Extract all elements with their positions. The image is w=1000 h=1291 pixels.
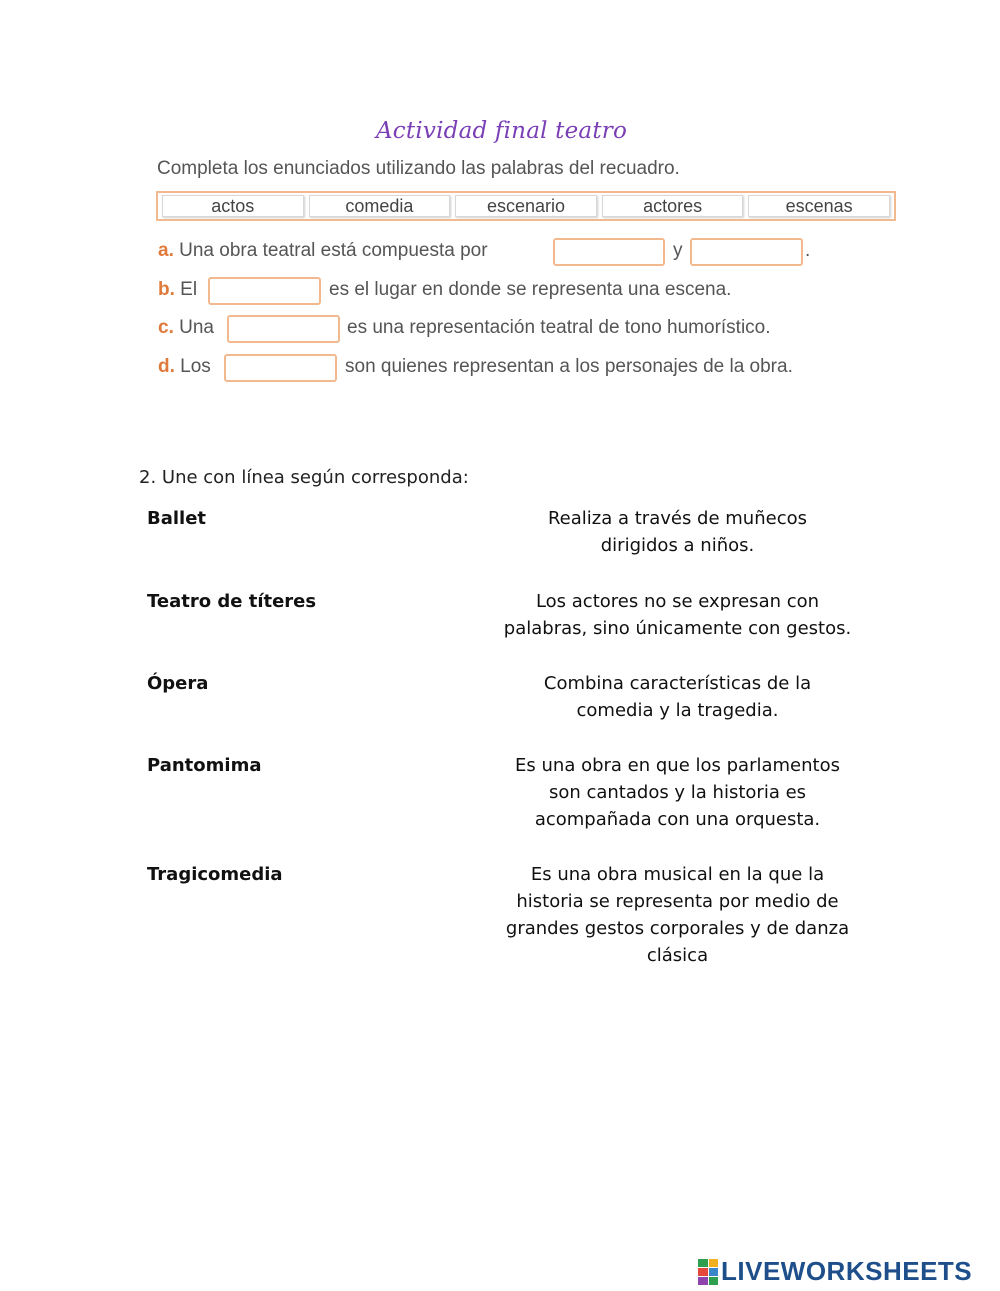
question-letter: b. <box>158 279 175 300</box>
question-text: El <box>180 279 198 300</box>
question-d-text: son quienes representan a los personajes de la obra. <box>345 356 793 377</box>
question-a-end: . <box>805 240 811 261</box>
liveworksheets-logo-icon <box>698 1259 718 1285</box>
match-term[interactable]: Teatro de títeres <box>147 591 317 612</box>
question-c-text: es una representación teatral de tono humorístico. <box>347 317 771 338</box>
definition-line: Los actores no se expresan con <box>535 591 820 612</box>
brand-name: LIVEWORKSHEETS <box>721 1256 973 1286</box>
question-letter: d. <box>158 356 175 377</box>
question-text: Una <box>179 317 214 338</box>
match-term[interactable]: Ballet <box>147 508 207 529</box>
match-definition[interactable] <box>500 861 855 969</box>
word-bank-item: escenas <box>748 195 890 217</box>
word-bank-item: comedia <box>309 195 451 217</box>
answer-input-a2[interactable] <box>690 238 803 266</box>
definition-line: grandes gestos corporales y de danza <box>505 918 850 939</box>
definition-line: historia se representa por medio de <box>516 891 839 912</box>
word-bank <box>156 191 896 221</box>
definition-line: dirigidos a niños. <box>600 535 755 556</box>
question-d <box>158 356 211 378</box>
match-definition[interactable] <box>500 505 855 559</box>
question-letter: c. <box>158 317 174 338</box>
word-bank-item: actos <box>162 195 304 217</box>
answer-input-a1[interactable] <box>553 238 665 266</box>
activity-title: Actividad final teatro <box>376 118 628 144</box>
word-bank-item: escenario <box>455 195 597 217</box>
definition-line: Combina características de la <box>543 673 812 694</box>
definition-line: son cantados y la historia es <box>548 782 807 803</box>
match-definition[interactable] <box>500 670 855 724</box>
definition-line: clásica <box>646 945 709 966</box>
match-definition[interactable] <box>500 752 855 833</box>
match-term[interactable]: Pantomima <box>147 755 262 776</box>
definition-line: Es una obra musical en la que la <box>530 864 825 885</box>
match-term[interactable]: Ópera <box>147 673 209 694</box>
match-definition[interactable] <box>500 588 855 642</box>
definition-line: Realiza a través de muñecos <box>547 508 807 529</box>
question-a-middle: y <box>673 240 683 261</box>
question-b <box>158 279 197 301</box>
question-a <box>158 240 488 262</box>
definition-line: comedia y la tragedia. <box>576 700 779 721</box>
definition-line: Es una obra en que los parlamentos <box>515 755 840 776</box>
match-term[interactable]: Tragicomedia <box>147 864 283 885</box>
definition-line: acompañada con una orquesta. <box>534 809 821 830</box>
question-text: Una obra teatral está compuesta por <box>179 240 488 261</box>
answer-input-d[interactable] <box>224 354 337 382</box>
brand-logo <box>698 1256 972 1287</box>
definition-line: palabras, sino únicamente con gestos. <box>503 618 852 639</box>
question-b-text: es el lugar en donde se representa una escena. <box>329 279 732 300</box>
question-letter: a. <box>158 240 174 261</box>
question-c <box>158 317 214 339</box>
instruction-text: Completa los enunciados utilizando las palabras del recuadro. <box>157 158 680 179</box>
section2-heading: 2. Une con línea según corresponda: <box>139 467 469 488</box>
word-bank-item: actores <box>602 195 744 217</box>
question-text: Los <box>180 356 211 377</box>
answer-input-c[interactable] <box>227 315 340 343</box>
answer-input-b[interactable] <box>208 277 321 305</box>
